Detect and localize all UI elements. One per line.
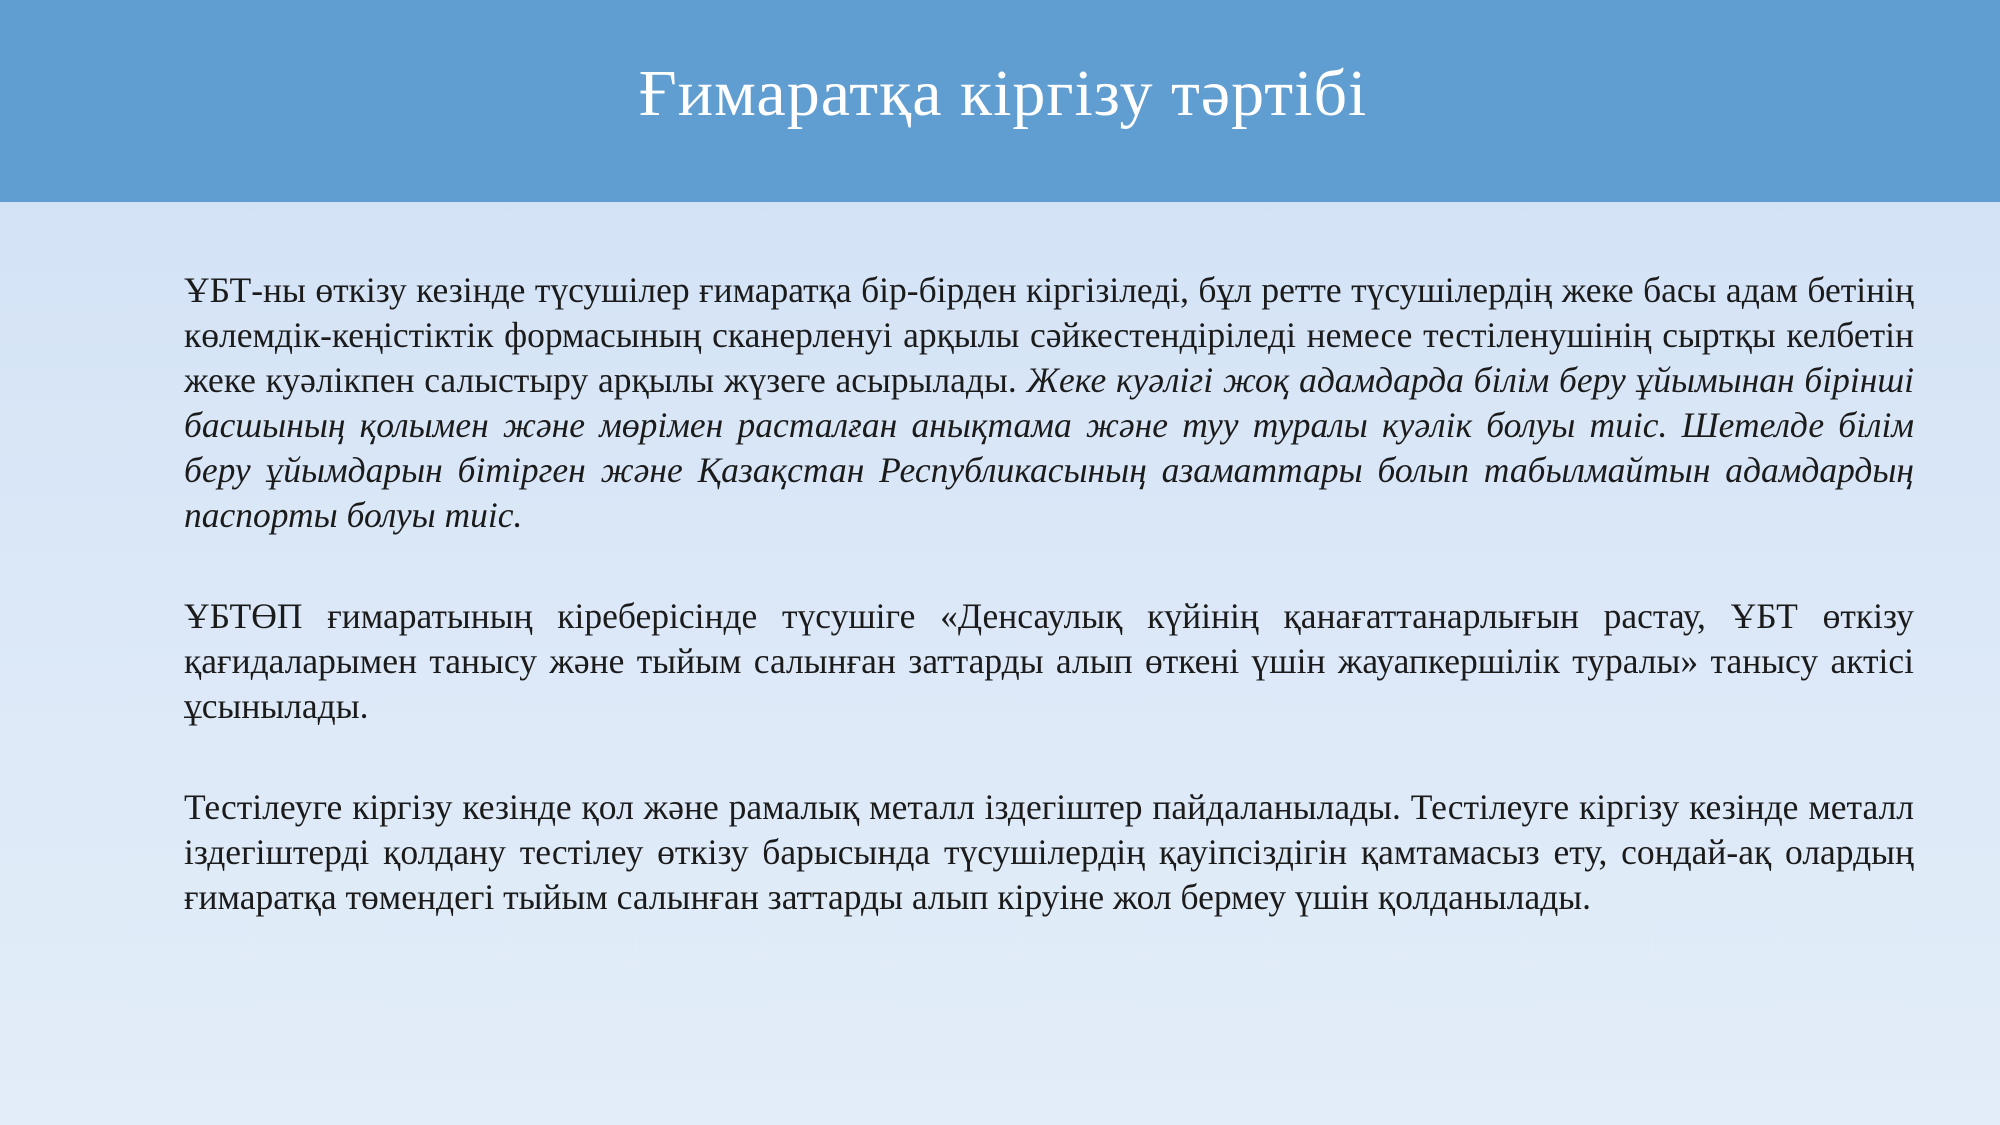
paragraph-metal-detectors	[184, 785, 1914, 920]
paragraph-identification-text: ҰБТ-ны өткізу кезінде түсушілер ғимаратқа бір-бірден кіргізіледі, бұл ретте түсушілердің жеке басы адам бетінің көлемдік-кеңістіктік формасының сканерленуі арқылы сәйкестендіріледі немесе тестіленушінің сыртқы келбетін жеке куәлікпен салыстыру арқылы жүзеге асырылады.	[184, 270, 1914, 400]
paragraph-identification	[184, 268, 1914, 538]
paragraph-identification-italic-text: Жеке куәлігі жоқ адамдарда білім беру ұйымынан бірінші басшының қолымен және мөрімен расталған анықтама және туу туралы куәлік болуы тиіс. Шетелде білім беру ұйымдарын бітірген және Қазақстан Республикасының азаматтары болып табылмайтын адамдардың паспорты болуы тиіс.	[184, 360, 1914, 535]
slide-title: Ғимаратқа кіргізу тәртібі	[638, 57, 1368, 130]
slide-body	[184, 268, 1914, 920]
paragraph-entrance-act-text: ҰБТӨП ғимаратының кіреберісінде түсушіге «Денсаулық күйінің қанағаттанарлығын растау, ҰБТ өткізу қағидаларымен танысу және тыйым салынған заттарды алып өткені үшін жауапкершілік туралы» танысу актісі ұсынылады.	[184, 596, 1914, 726]
title-bar	[0, 0, 2000, 202]
paragraph-metal-detectors-text: Тестілеуге кіргізу кезінде қол және рамалық металл іздегіштер пайдаланылады. Тестілеуге кіргізу кезінде металл іздегіштерді қолдану тестілеу өткізу барысында түсушілердің қауіпсіздігін қамтамасыз ету, сондай-ақ олардың ғимаратқа төмендегі тыйым салынған заттарды алып кіруіне жол бермеу үшін қолданылады.	[184, 787, 1914, 917]
paragraph-entrance-act	[184, 594, 1914, 729]
